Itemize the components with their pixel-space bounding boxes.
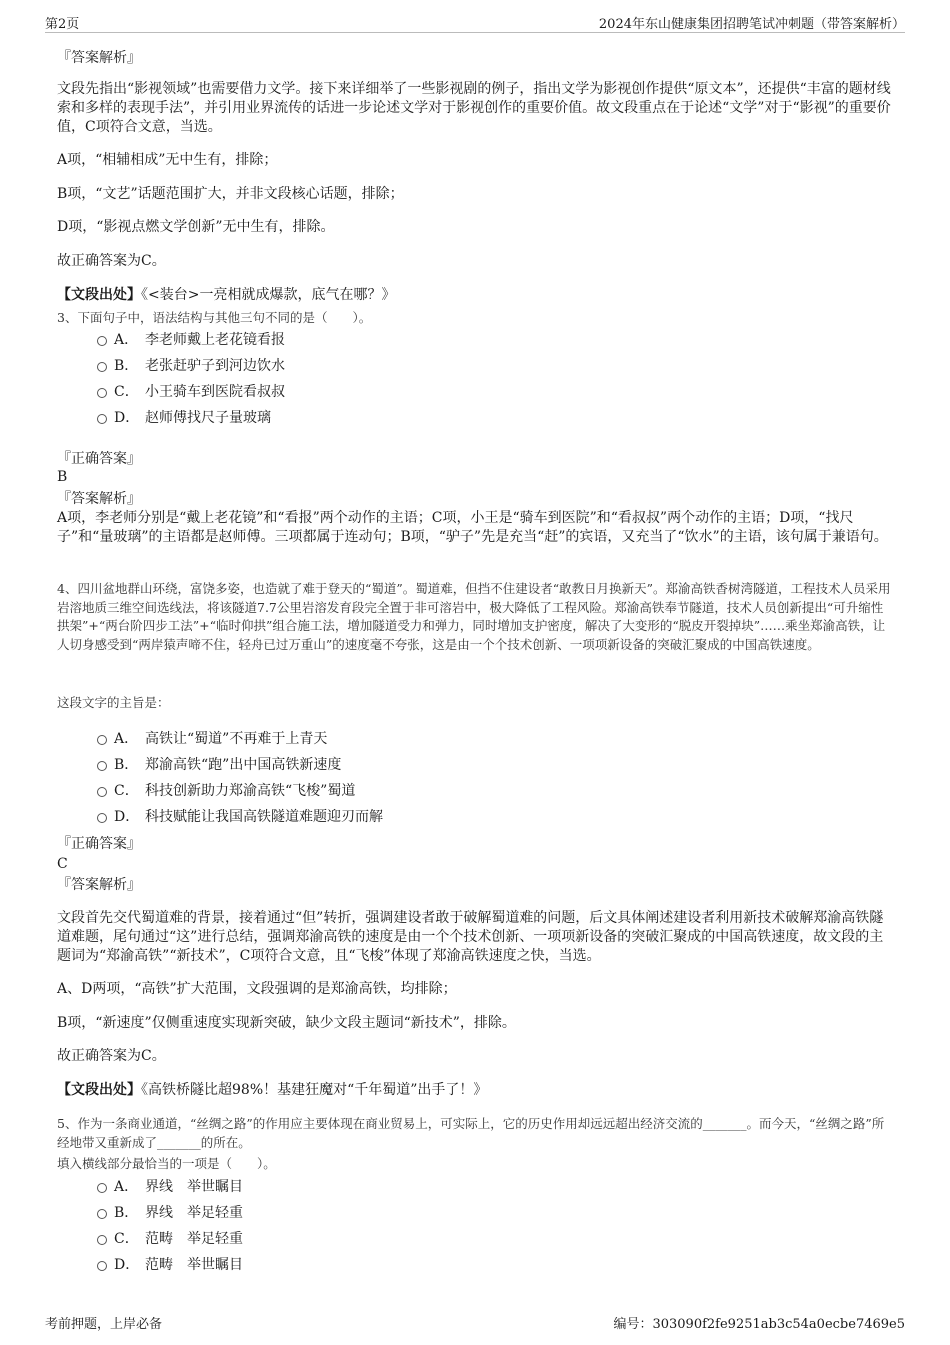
q5-option-c[interactable]: C． 范畴 举足轻重 bbox=[97, 1230, 243, 1249]
q2-source-label: 【文段出处】 bbox=[57, 287, 141, 303]
q4-option-c[interactable]: C． 科技创新助力郑渝高铁“飞梭”蜀道 bbox=[97, 782, 355, 801]
q3-analysis: A项，李老师分别是“戴上老花镜”和“看报”两个动作的主语；C项，小王是“骑车到医院”和“看叔叔”两个动作的主语；D项，“找尺子”和“量玻璃”的主语都是赵师傅。三项都属于连动句；B项，“驴子”先是充当“赶”的宾语，又充当了“饮水”的主语，该句属于兼语句。 bbox=[57, 510, 888, 545]
q4-option-a[interactable]: A． 高铁让“蜀道”不再难于上青天 bbox=[97, 730, 327, 749]
q5-prompt: 填入横线部分最恰当的一项是（ ）。 bbox=[57, 1156, 276, 1171]
radio-icon[interactable] bbox=[97, 336, 107, 346]
q4-analysis-paragraph: 文段首先交代蜀道难的背景，接着通过“但”转折，强调建设者敢于破解蜀道难的问题，后文具体阐述建设者利用新技术破解郑渝高铁隧道难题，尾句通过“这”进行总结，强调郑渝高铁的速度是由一个个技术创新、一项项新设备的突破汇聚成的中国高铁速度，故文段的主题词为“郑渝高铁”“新技术”，C项符合文意，且“飞梭”体现了郑渝高铁速度之快，当选。 bbox=[57, 910, 884, 964]
q4-answer-label: 『正确答案』 bbox=[57, 836, 141, 852]
q5-question: 5、作为一条商业通道，“丝绸之路”的作用应主要体现在商业贸易上，可实际上，它的历史作用却远远超出经济交流的_______。而今天，“丝绸之路”所经地带又重新成了_______的所在。 bbox=[57, 1116, 885, 1150]
q2-analysis-option-a: A项，“相辅相成”无中生有，排除； bbox=[57, 152, 278, 168]
q2-analysis-option-d: D项，“影视点燃文学创新”无中生有，排除。 bbox=[57, 219, 335, 235]
radio-icon[interactable] bbox=[97, 761, 107, 771]
q3-option-c[interactable]: C． 小王骑车到医院看叔叔 bbox=[97, 383, 285, 402]
q3-answer: B bbox=[57, 469, 68, 485]
page-number: 第2页 bbox=[45, 17, 80, 32]
q2-analysis-option-b: B项，“文艺”话题范围扩大，并非文段核心话题，排除； bbox=[57, 186, 404, 202]
radio-icon[interactable] bbox=[97, 1183, 107, 1193]
radio-icon[interactable] bbox=[97, 362, 107, 372]
q4-conclusion: 故正确答案为C。 bbox=[57, 1048, 166, 1064]
q4-question: 4、四川盆地群山环绕，富饶多姿，也造就了难于登天的“蜀道”。蜀道难，但挡不住建设者“敢教日月换新天”。郑渝高铁香树湾隧道，工程技术人员采用岩溶地质三维空间选线法，将该隧道7.7公里岩溶发育段完全置于非可溶岩中，极大降低了工程风险。郑渝高铁奉节隧道，技术人员创新提出“可升缩性拱架”+“两台阶四步工法”+“临时仰拱”组合施工法，增加隧道受力和弹力，同时增加支护密度，解决了大变形的“脱皮开裂掉块”……乘坐郑渝高铁，让人切身感受到“两岸猿声啼不住，轻舟已过万重山”的速度毫不夸张，这是由一个个技术创新、一项项新设备的突破汇聚成的中国高铁速度。 bbox=[57, 581, 891, 652]
q4-prompt: 这段文字的主旨是： bbox=[57, 695, 170, 710]
q3-option-a[interactable]: A． 李老师戴上老花镜看报 bbox=[97, 331, 285, 350]
q5-option-d[interactable]: D． 范畴 举世瞩目 bbox=[97, 1256, 243, 1275]
q2-source-title: 《<装台>一亮相就成爆款，底气在哪？》 bbox=[141, 287, 396, 303]
radio-icon[interactable] bbox=[97, 414, 107, 424]
q3-option-d[interactable]: D． 赵师傅找尺子量玻璃 bbox=[97, 409, 271, 428]
page-header bbox=[45, 10, 905, 33]
q2-source bbox=[57, 286, 892, 305]
radio-icon[interactable] bbox=[97, 1209, 107, 1219]
q4-answer: C bbox=[57, 856, 68, 872]
q4-analysis-option-b: B项，“新速度”仅侧重速度实现新突破，缺少文段主题词“新技术”，排除。 bbox=[57, 1015, 516, 1031]
q2-conclusion: 故正确答案为C。 bbox=[57, 253, 166, 269]
q3-option-b[interactable]: B． 老张赶驴子到河边饮水 bbox=[97, 357, 285, 376]
radio-icon[interactable] bbox=[97, 735, 107, 745]
radio-icon[interactable] bbox=[97, 1261, 107, 1271]
footer-slogan: 考前押题，上岸必备 bbox=[45, 1317, 163, 1332]
q2-analysis-label: 『答案解析』 bbox=[57, 50, 141, 66]
document-title: 2024年东山健康集团招聘笔试冲刺题（带答案解析） bbox=[598, 17, 905, 32]
q5-option-b[interactable]: B． 界线 举足轻重 bbox=[97, 1204, 243, 1223]
radio-icon[interactable] bbox=[97, 787, 107, 797]
q4-analysis-label: 『答案解析』 bbox=[57, 877, 141, 893]
q3-answer-label: 『正确答案』 bbox=[57, 451, 141, 467]
footer-code: 编号：303090f2fe9251ab3c54a0ecbe7469e5 bbox=[613, 1317, 905, 1332]
q2-analysis-paragraph: 文段先指出“影视领域”也需要借力文学。接下来详细举了一些影视剧的例子，指出文学为影视创作提供“原文本”，还提供“丰富的题材线索和多样的表现手法”，并引用业界流传的话进一步论述文学对于影视创作的重要价值。故文段重点在于论述“文学”对于“影视”的重要价值，C项符合文意，当选。 bbox=[57, 81, 891, 135]
q5-option-a[interactable]: A． 界线 举世瞩目 bbox=[97, 1178, 243, 1197]
radio-icon[interactable] bbox=[97, 813, 107, 823]
q3-question: 3、下面句子中，语法结构与其他三句不同的是（ ）。 bbox=[57, 310, 372, 325]
radio-icon[interactable] bbox=[97, 388, 107, 398]
q4-source-title: 《高铁桥隧比超98%！基建狂魔对“千年蜀道”出手了！》 bbox=[141, 1082, 488, 1098]
q4-source-label: 【文段出处】 bbox=[57, 1082, 141, 1098]
q4-analysis-option-ad: A、D两项，“高铁”扩大范围，文段强调的是郑渝高铁，均排除； bbox=[57, 981, 457, 997]
q4-source bbox=[57, 1081, 892, 1100]
radio-icon[interactable] bbox=[97, 1235, 107, 1245]
q4-option-b[interactable]: B． 郑渝高铁“跑”出中国高铁新速度 bbox=[97, 756, 341, 775]
q4-option-d[interactable]: D． 科技赋能让我国高铁隧道难题迎刃而解 bbox=[97, 808, 383, 827]
q3-analysis-label: 『答案解析』 bbox=[57, 491, 141, 507]
